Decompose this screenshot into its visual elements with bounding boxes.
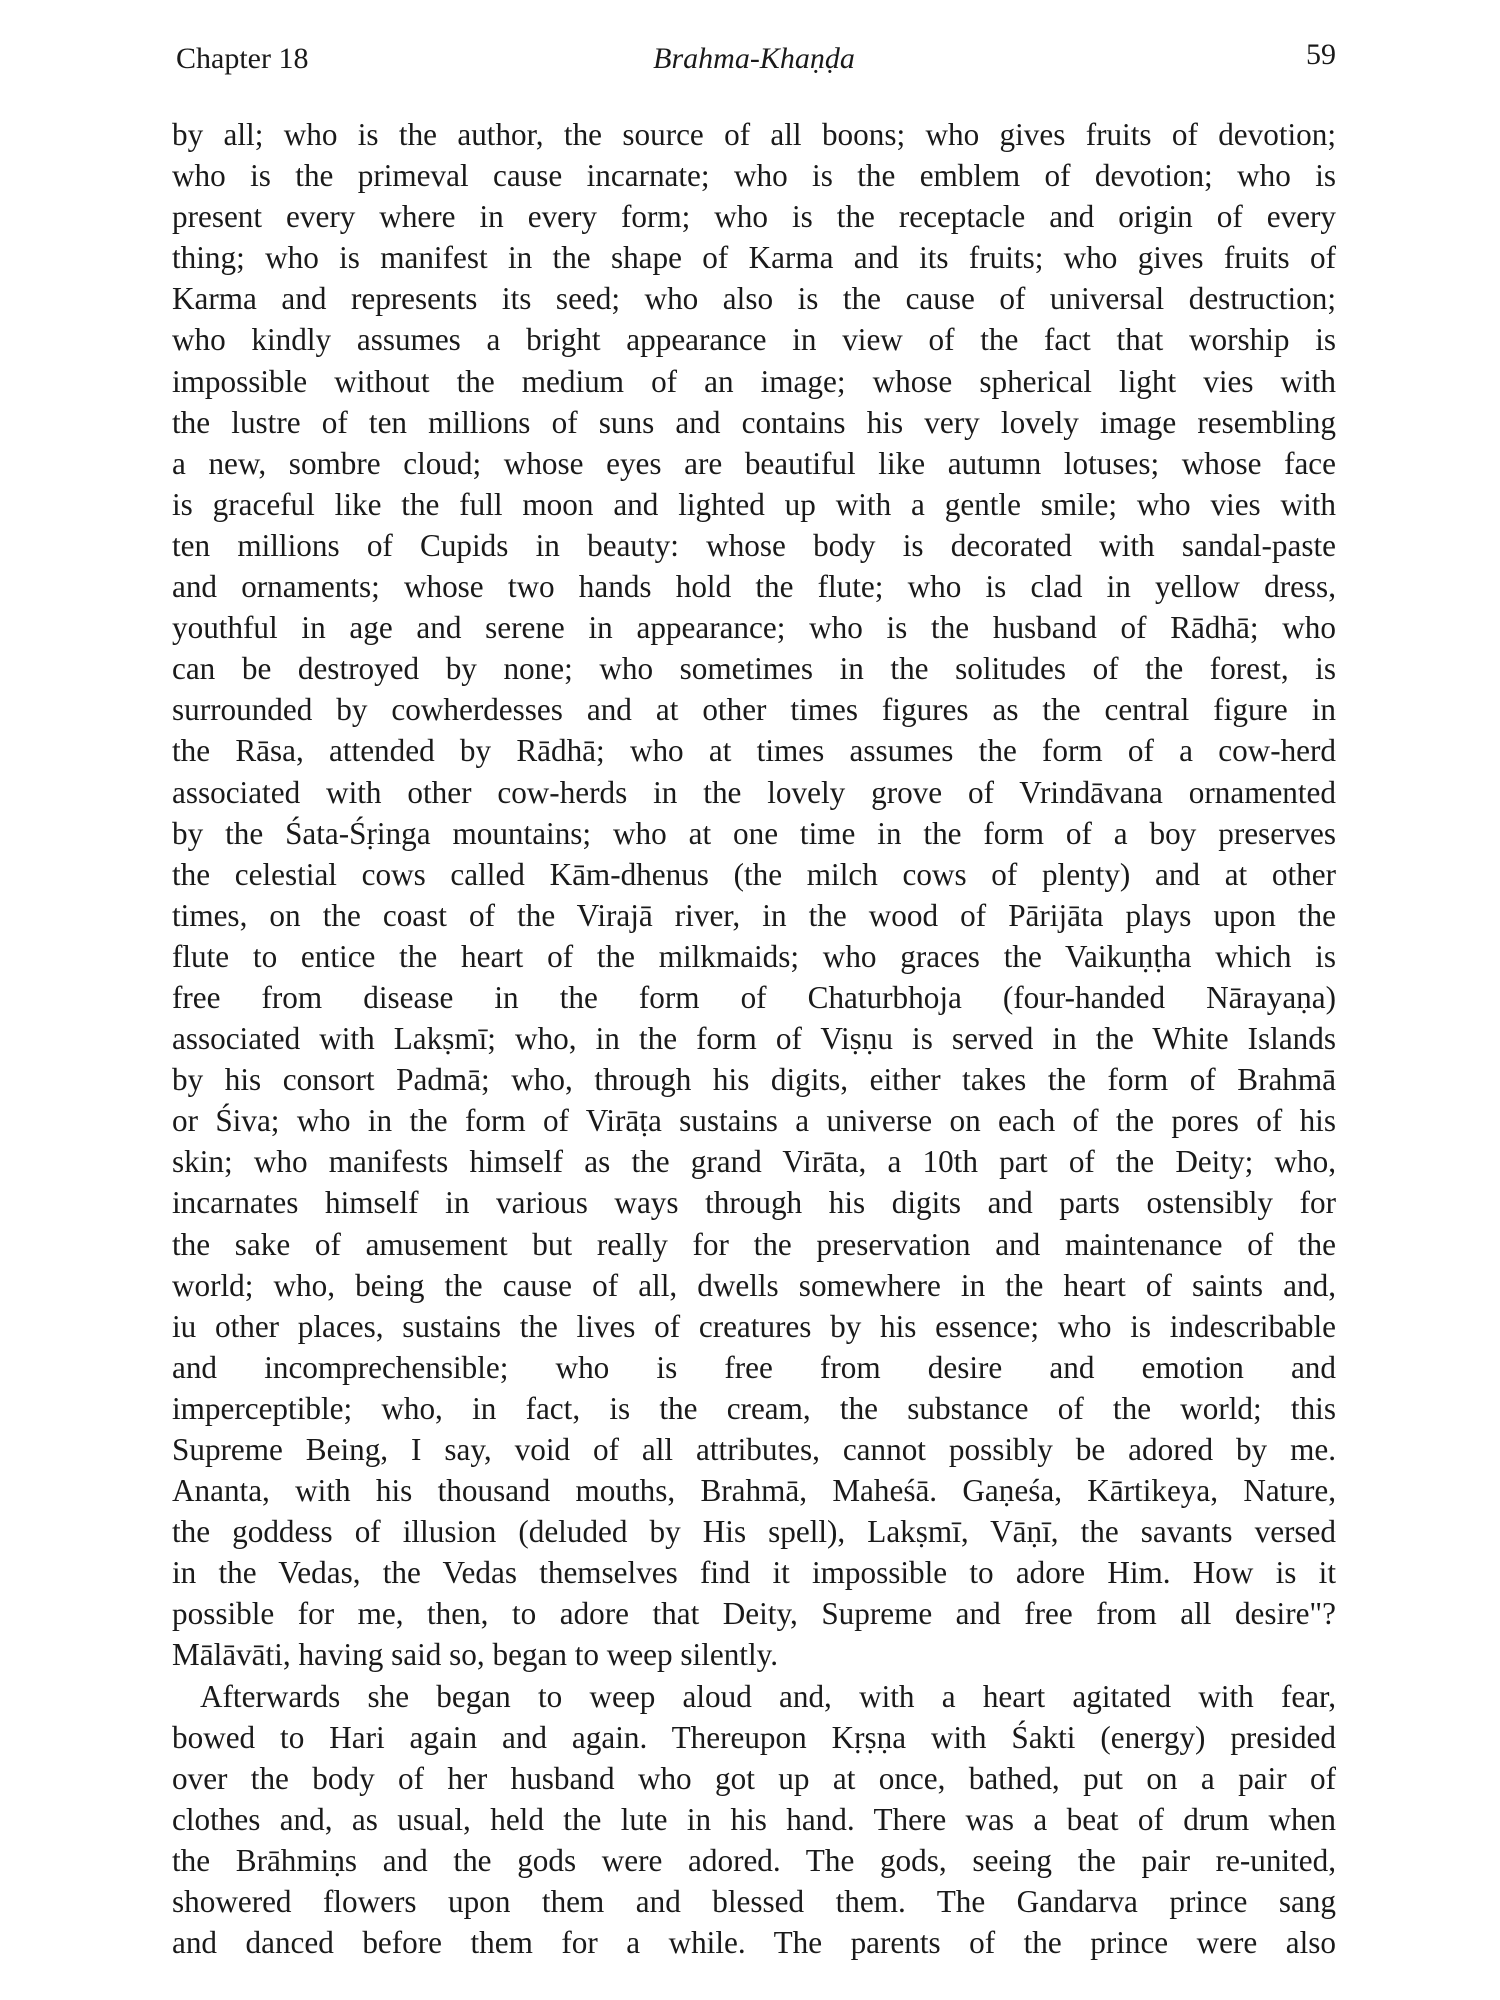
text-line: Supreme Being, I say, void of all attributes, cannot possibly be adored by me.: [172, 1432, 1336, 1467]
text-line: Karma and represents its seed; who also is the cause of universal destruction;: [172, 281, 1336, 317]
text-line: Mālāvāti, having said so, began to weep silently.: [172, 1637, 778, 1673]
text-line: over the body of her husband who got up at once, bathed, put on a pair of: [172, 1760, 1336, 1796]
text-line: bowed to Hari again and again. Thereupon Kṛṣṇa with Śakti (energy) presided: [172, 1719, 1336, 1755]
text-line: the goddess of illusion (deluded by His spell), Lakṣmī, Vāṇī, the savants versed: [172, 1514, 1336, 1550]
running-head: [172, 38, 1336, 82]
text-line: present every where in every form; who is the receptacle and origin of every: [172, 199, 1336, 235]
text-line: by the Śata-Śṛinga mountains; who at one time in the form of a boy preserves: [172, 815, 1336, 851]
text-line: surrounded by cowherdesses and at other times figures as the central figure in: [172, 692, 1336, 728]
text-line: imperceptible; who, in fact, is the cream, the substance of the world; this: [172, 1390, 1336, 1426]
text-line: times, on the coast of the Virajā river, in the wood of Pārijāta plays upon the: [172, 897, 1336, 933]
text-line: by all; who is the author, the source of all boons; who gives fruits of devotion;: [172, 117, 1336, 152]
text-line: the Rāsa, attended by Rādhā; who at times assumes the form of a cow-herd: [172, 733, 1336, 769]
text-line: showered flowers upon them and blessed them. The Gandarva prince sang: [172, 1884, 1336, 1920]
text-line: free from disease in the form of Chaturbhoja (four-handed Nārayaṇa): [172, 979, 1336, 1015]
text-line: the celestial cows called Kām-dhenus (the milch cows of plenty) and at other: [172, 856, 1336, 892]
text-line: youthful in age and serene in appearance; who is the husband of Rādhā; who: [172, 610, 1336, 646]
text-line: by his consort Padmā; who, through his digits, either takes the form of Brahmā: [172, 1062, 1336, 1098]
text-line: Ananta, with his thousand mouths, Brahmā, Maheśā. Gaṇeśa, Kārtikeya, Nature,: [172, 1473, 1336, 1509]
text-line: incarnates himself in various ways through his digits and parts ostensibly for: [172, 1185, 1336, 1221]
chapter-label: Chapter 18: [176, 42, 309, 75]
paragraph: [172, 114, 1336, 1676]
text-line: skin; who manifests himself as the grand Virāta, a 10th part of the Deity; who,: [172, 1144, 1336, 1180]
text-line: the Brāhmiṇs and the gods were adored. The gods, seeing the pair re-united,: [172, 1842, 1336, 1878]
text-line: who kindly assumes a bright appearance in view of the fact that worship is: [172, 322, 1336, 358]
text-line: the sake of amusement but really for the preservation and maintenance of the: [172, 1226, 1336, 1262]
text-line: the lustre of ten millions of suns and contains his very lovely image resembling: [172, 404, 1336, 440]
text-line: clothes and, as usual, held the lute in his hand. There was a beat of drum when: [172, 1801, 1336, 1837]
text-line: world; who, being the cause of all, dwells somewhere in the heart of saints and,: [172, 1267, 1336, 1303]
text-line: iu other places, sustains the lives of creatures by his essence; who is indescribable: [172, 1308, 1336, 1344]
text-line: thing; who is manifest in the shape of Karma and its fruits; who gives fruits of: [172, 240, 1336, 276]
text-line: and ornaments; whose two hands hold the flute; who is clad in yellow dress,: [172, 569, 1336, 605]
text-line: associated with other cow-herds in the lovely grove of Vrindāvana ornamented: [172, 774, 1336, 810]
text-line: who is the primeval cause incarnate; who is the emblem of devotion; who is: [172, 158, 1336, 194]
text-line: a new, sombre cloud; whose eyes are beautiful like autumn lotuses; whose face: [172, 445, 1336, 481]
text-line: in the Vedas, the Vedas themselves find it impossible to adore Him. How is it: [172, 1555, 1336, 1591]
paragraph: [172, 1676, 1336, 1964]
page-number: 59: [1306, 38, 1336, 71]
text-line: possible for me, then, to adore that Deity, Supreme and free from all desire"?: [172, 1596, 1336, 1632]
text-line: associated with Lakṣmī; who, in the form of Viṣṇu is served in the White Islands: [172, 1021, 1336, 1057]
text-line: or Śiva; who in the form of Virāṭa sustains a universe on each of the pores of his: [172, 1103, 1336, 1139]
text-line: impossible without the medium of an image; whose spherical light vies with: [172, 363, 1336, 399]
text-line: ten millions of Cupids in beauty: whose body is decorated with sandal-paste: [172, 527, 1336, 563]
text-line: and danced before them for a while. The parents of the prince were also: [172, 1925, 1336, 1961]
body-text: [172, 114, 1336, 1963]
text-line: Afterwards she began to weep aloud and, with a heart agitated with fear,: [200, 1678, 1336, 1714]
text-line: and incomprechensible; who is free from desire and emotion and: [172, 1349, 1336, 1385]
text-line: can be destroyed by none; who sometimes in the solitudes of the forest, is: [172, 651, 1336, 687]
book-title: Brahma-Khaṇḍa: [653, 42, 855, 75]
text-line: is graceful like the full moon and lighted up with a gentle smile; who vies with: [172, 486, 1336, 522]
text-line: flute to entice the heart of the milkmaids; who graces the Vaikuṇṭha which is: [172, 938, 1336, 974]
